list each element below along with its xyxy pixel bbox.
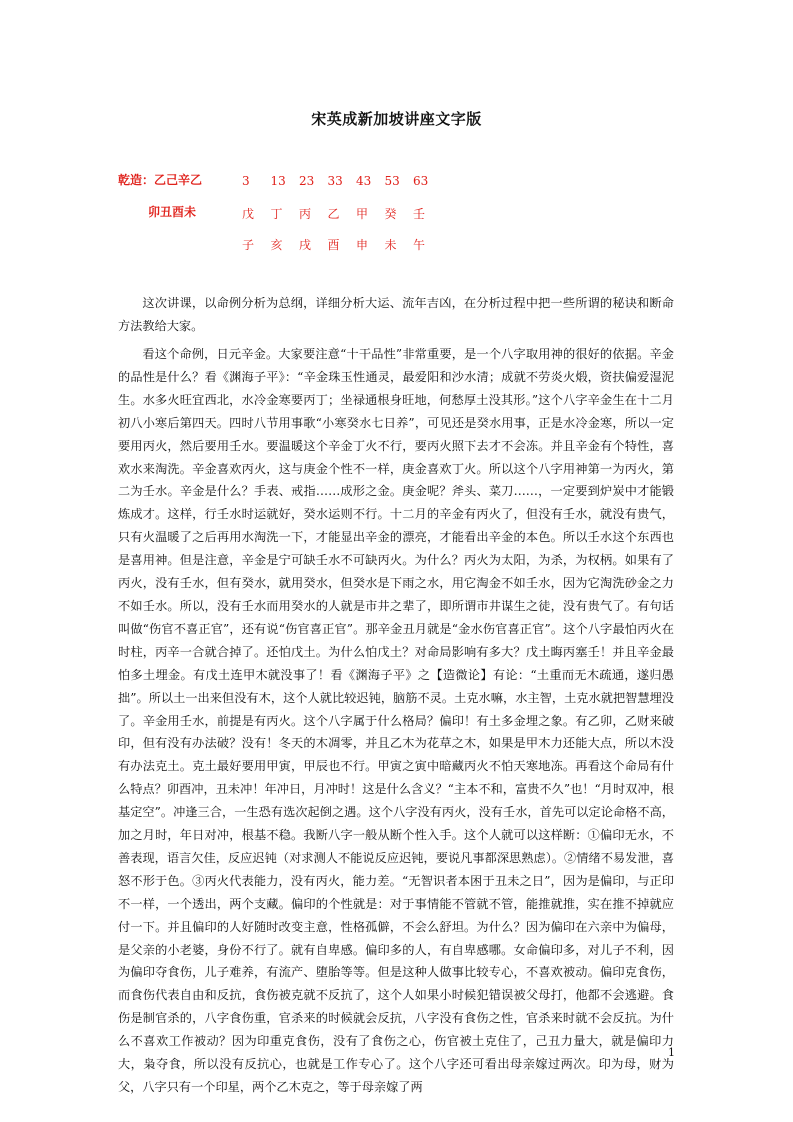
dayun-stem: 乙 [327, 207, 340, 221]
dayun-age: 23 [299, 174, 315, 188]
bazi-label-top: 乾造：乙己辛乙 [118, 173, 203, 187]
dayun-age: 43 [356, 174, 372, 188]
dayun-age: 63 [413, 174, 429, 188]
dayun-stems-row [242, 205, 442, 222]
dayun-branch: 戌 [299, 238, 312, 252]
dayun-age: 33 [327, 174, 343, 188]
paragraph-text: 这次讲课，以命例分析为总纲，详细分析大运、流年吉凶，在分析过程中把一些所谓的秘诀和断命方法教给大家。 [118, 296, 674, 333]
dayun-stem: 戊 [242, 207, 255, 221]
dayun-age: 53 [384, 174, 400, 188]
dayun-stem: 丁 [270, 207, 283, 221]
dayun-branch: 未 [384, 238, 397, 252]
dayun-stem: 癸 [384, 207, 397, 221]
dayun-ages-row [242, 174, 442, 188]
paragraph-text: 看这个命例，日元辛金。大家要注意“十干品性”非常重要，是一个八字取用神的很好的依据。辛金的品性是什么？看《渊海子平》：“辛金珠玉性通灵，最爱阳和沙水清；成就不劳炎火煅，资扶偏爱湿泥生。水多火旺宜西北，水冷金寒要丙丁；坐禄通根身旺地，何愁厚土没其形。”这个八字辛金生在十二月初八小寒后第四天。四时八节用事歌“小寒癸水七日养”，可见还是癸水用事，正是水冷金寒，所以一定要用丙火，然后要用壬水。要温暖这个辛金丁火不行，要丙火照下去才不会冻。并且辛金有个特性，喜欢水来淘洗。辛金喜欢丙火，这与庚金个性不一样，庚金喜欢丁火。所以这个八字用神第一为丙火，第二为壬水。辛金是什么？手表、戒指……成形之金。庚金呢？斧头、菜刀……，一定要到炉炭中才能锻炼成才。这样，行壬水时运就好，癸水运则不行。十二月的辛金有丙火了，但没有壬水，就没有贵气，只有火温暖了之后再用水淘洗一下，才能显出辛金的漂亮，才能看出辛金的本色。所以壬水这个东西也是喜用神。但是注意，辛金是宁可缺壬水不可缺丙火。为什么？丙火为太阳，为杀，为权柄。如果有了丙火，没有壬水，但有癸水，就用癸水，但癸水是下雨之水，用它淘金不如壬水，因为它淘洗砂金之力不如壬水。所以，没有壬水而用癸水的人就是市井之辈了，即所谓市井谋生之徒，没有贵气了。有句话叫做“伤官不喜正官”，还有说“伤官喜正官”。那辛金丑月就是“金水伤官喜正官”。这个八字最怕丙火在时柱，丙辛一合就合掉了。还怕戊土。为什么怕戊土？对命局影响有多大？戊土晦丙塞壬！并且辛金最怕多土埋金。有戊土连甲木就没事了！看《渊海子平》之【造微论】有论：“土重而无木疏通，遂归愚拙”。所以土一出来但没有木，这个人就比较迟钝，脑筋不灵。土克水嘛，水主智，土克水就把智慧埋没了。辛金用壬水，前提是有丙火。这个八字属于什么格局？偏印！有土多金埋之象。有乙卯，乙财来破印，但有没有办法破？没有！冬天的木凋零，并且乙木为花草之木，如果是甲木力还能大点，所以木没有办法克土。克土最好要用甲寅，甲辰也不行。甲寅之寅中暗藏丙火不怕天寒地冻。再看这个命局有什么特点？卯酉冲，丑未冲！年冲日，月冲时！这是什么含义？“主本不和，富贵不久”也！“月时双冲，根基定空”。冲逢三合，一生恐有选次起倒之遇。这个八字没有丙火，没有壬水，首先可以定论命格不高，加之月时，年日对冲，根基不稳。我断八字一般从断个性入手。这个人就可以这样断：①偏印无水，不善表现，语言欠佳，反应迟钝（对求测人不能说反应迟钝，要说凡事都深思熟虑）。②情绪不易发泄，喜怒不形于色。③丙火代表能力，没有丙火，能力差。“无智识者本困于丑未之日”，因为是偏印，与正印不一样，一个透出，两个支藏。偏印的个性就是：对于事情能不管就不管，能推就推，实在推不掉就应付一下。并且偏印的人好随时改变主意，性格孤僻，不会么舒坦。为什么？因为偏印在六亲中为偏母，是父亲的小老婆，身份不行了。就有自卑感。偏印多的人，有自卑感哪。女命偏印多，对儿子不利，因为偏印夺食伤，儿子难养，有流产、堕胎等等。但是这种人做事比较专心，不喜欢被动。偏印克食伤，而食伤代表自由和反抗，食伤被克就不反抗了，这个人如果小时候犯错误被父母打，他都不会逃避。食伤是制官杀的，八字食伤重，官杀来的时候就会反抗，八字没有食伤之性，官杀来时就不会反抗。为什么不喜欢工作被动？因为印重克食伤，没有了食伤之心，伤官被土克住了，己丑力量大，就是偏印力大，枭夺食，所以没有反抗心，也就是工作专心了。这个八字还可看出母亲嫁过两次。印为母，财为父，八字只有一个印星，两个乙木克之，等于母亲嫁了两 [118, 347, 674, 1094]
bazi-label-bottom: 卯丑酉未 [148, 205, 197, 219]
intro-paragraph [118, 292, 674, 338]
dayun-branch: 午 [413, 238, 426, 252]
dayun-branch: 子 [242, 238, 255, 252]
dayun-branch: 亥 [270, 238, 283, 252]
dayun-branches-row [242, 236, 442, 253]
dayun-age: 3 [242, 174, 250, 188]
analysis-paragraph [118, 343, 674, 1099]
dayun-stem: 壬 [413, 207, 426, 221]
page-title: 宋英成新加坡讲座文字版 [311, 110, 482, 128]
dayun-age: 13 [270, 174, 286, 188]
dayun-branch: 酉 [327, 238, 340, 252]
page-number: 1 [668, 1046, 675, 1059]
dayun-stem: 丙 [299, 207, 312, 221]
dayun-branch: 申 [356, 238, 369, 252]
dayun-stem: 甲 [356, 207, 369, 221]
